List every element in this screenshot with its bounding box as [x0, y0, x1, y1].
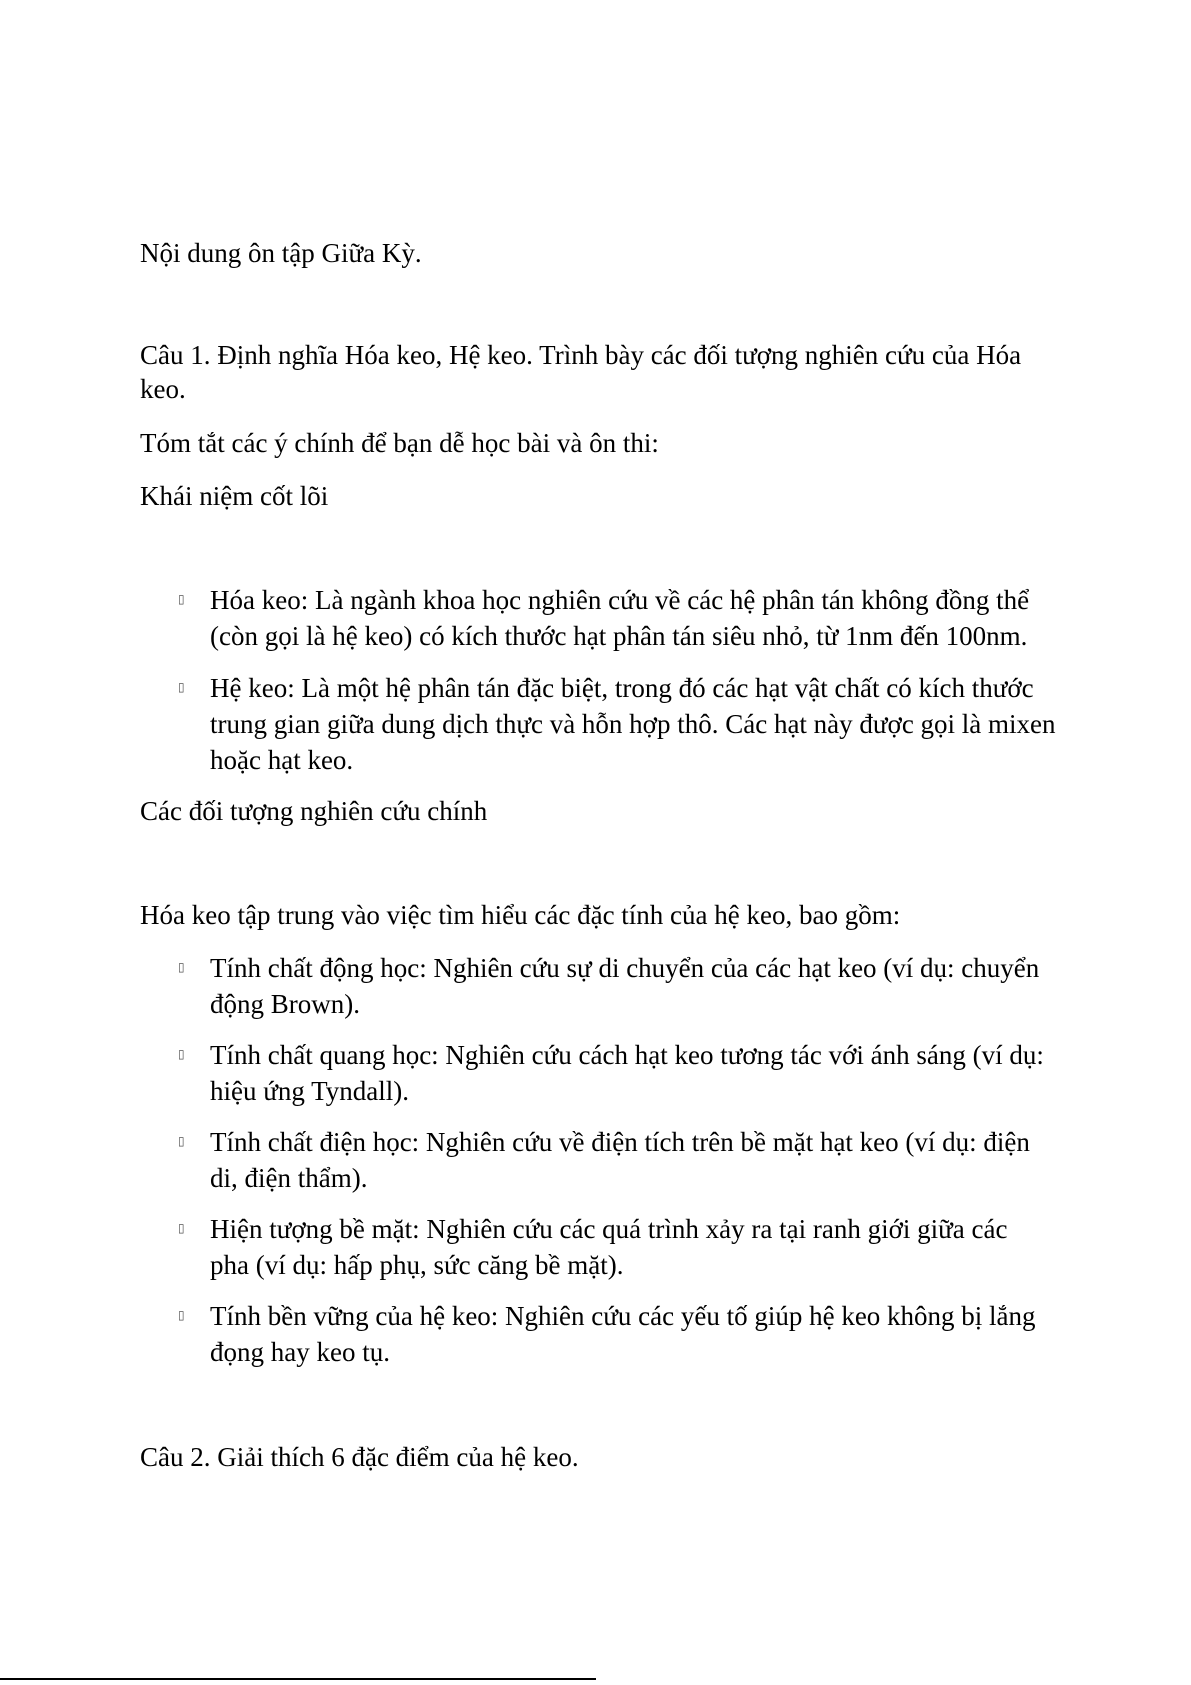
list-item-line: (còn gọi là hệ keo) có kích thước hạt phân tán siêu nhỏ, từ 1nm đến 100nm. [210, 621, 1028, 651]
list-item [210, 1211, 1160, 1283]
list-item [210, 582, 1160, 654]
bullet-icon [178, 1211, 185, 1245]
list-item-line: Tính bền vững của hệ keo: Nghiên cứu các yếu tố giúp hệ keo không bị lắng [210, 1301, 1036, 1331]
footnote-divider [0, 1678, 596, 1680]
list-item-line: trung gian giữa dung dịch thực và hỗn hợp thô. Các hạt này được gọi là mixen [210, 709, 1056, 739]
bullet-icon [178, 1298, 185, 1332]
question-1-line-2: keo. [140, 374, 186, 404]
list-item-line: Tính chất động học: Nghiên cứu sự di chuyển của các hạt keo (ví dụ: chuyển [210, 953, 1040, 983]
list-item [210, 950, 1160, 1022]
list-item [210, 1124, 1160, 1196]
list-item-line: pha (ví dụ: hấp phụ, sức căng bề mặt). [210, 1250, 624, 1280]
list-item-line: Hiện tượng bề mặt: Nghiên cứu các quá trình xảy ra tại ranh giới giữa các [210, 1214, 1008, 1244]
list-item-line: Hệ keo: Là một hệ phân tán đặc biệt, trong đó các hạt vật chất có kích thước [210, 673, 1034, 703]
bullet-icon [178, 670, 185, 704]
bullet-icon [178, 582, 185, 616]
question-1-line-1: Câu 1. Định nghĩa Hóa keo, Hệ keo. Trình bày các đối tượng nghiên cứu của Hóa [140, 340, 1022, 370]
summary-intro: Tóm tắt các ý chính để bạn dễ học bài và ôn thi: [140, 428, 659, 458]
list-item-line: động Brown). [210, 989, 360, 1019]
list-item-line: Hóa keo: Là ngành khoa học nghiên cứu về các hệ phân tán không đồng thể [210, 585, 1030, 615]
list-item [210, 670, 1160, 778]
list-item-line: Tính chất quang học: Nghiên cứu cách hạt keo tương tác với ánh sáng (ví dụ: [210, 1040, 1044, 1070]
bullet-icon [178, 1037, 185, 1071]
bullet-icon [178, 950, 185, 984]
list-item-line: hiệu ứng Tyndall). [210, 1076, 409, 1106]
page-title: Nội dung ôn tập Giữa Kỳ. [140, 238, 422, 268]
research-intro: Hóa keo tập trung vào việc tìm hiểu các đặc tính của hệ keo, bao gồm: [140, 900, 901, 930]
list-item [210, 1037, 1160, 1109]
list-item-line: Tính chất điện học: Nghiên cứu về điện tích trên bề mặt hạt keo (ví dụ: điện [210, 1127, 1030, 1157]
list-item [210, 1298, 1160, 1370]
list-item-line: di, điện thẩm). [210, 1163, 368, 1193]
list-item-line: hoặc hạt keo. [210, 745, 354, 775]
research-objects-heading: Các đối tượng nghiên cứu chính [140, 796, 488, 826]
core-concepts-heading: Khái niệm cốt lõi [140, 481, 329, 511]
bullet-icon [178, 1124, 185, 1158]
list-item-line: đọng hay keo tụ. [210, 1337, 390, 1367]
question-2: Câu 2. Giải thích 6 đặc điểm của hệ keo. [140, 1442, 579, 1472]
